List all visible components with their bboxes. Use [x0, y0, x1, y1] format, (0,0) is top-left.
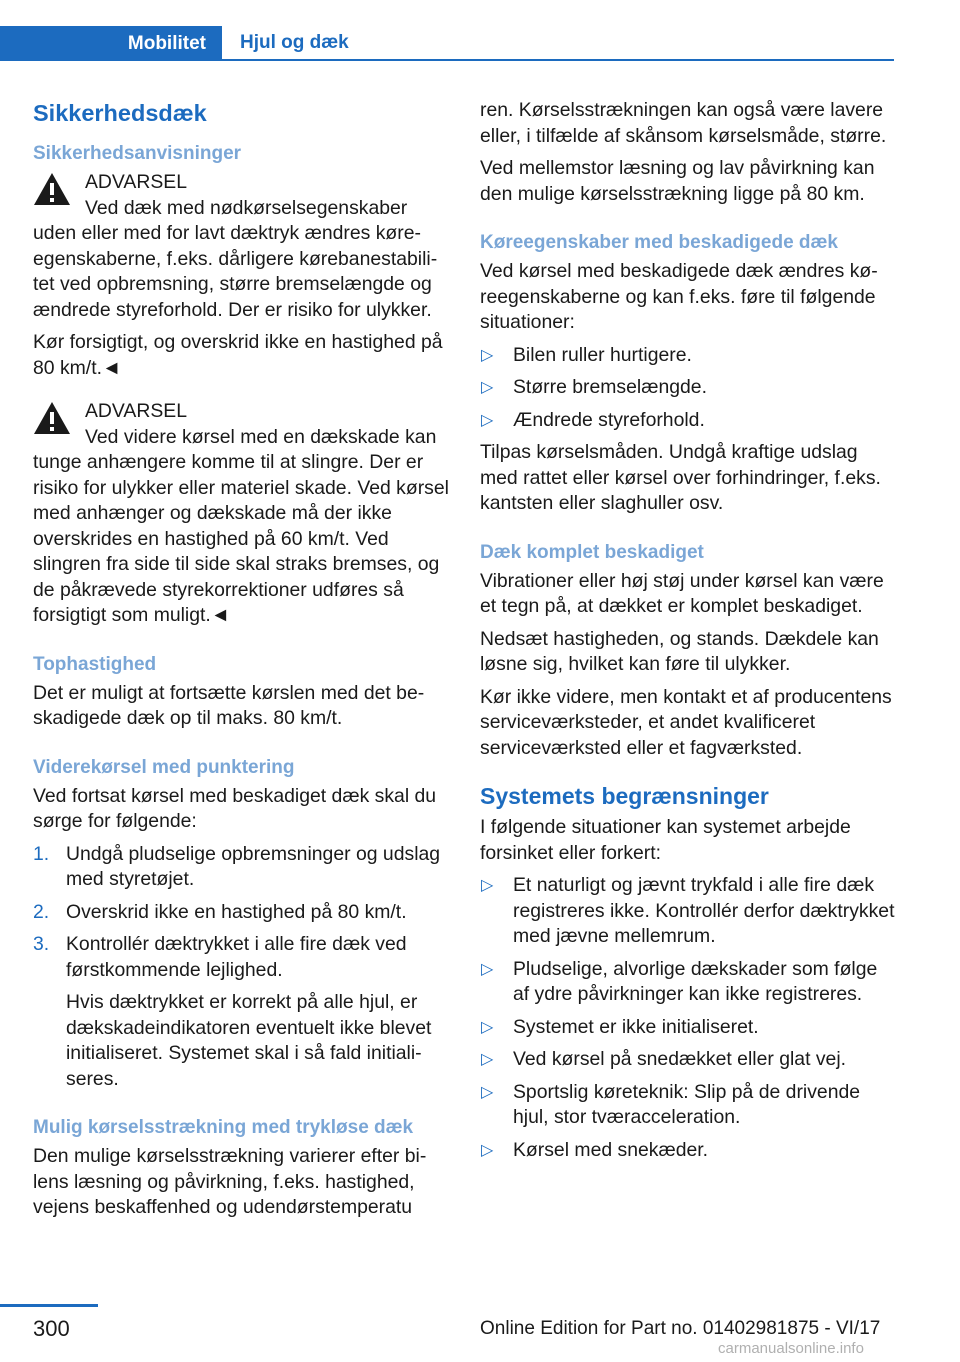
list-item: [480, 375, 896, 401]
list-text: Ved kørsel på snedækket eller glat vej.: [513, 1048, 847, 1070]
tab-hjul-og-daek[interactable]: Hjul og dæk: [222, 26, 894, 61]
list-text: Kørsel med snekæder.: [513, 1138, 709, 1161]
triangle-right-icon: ▷: [481, 411, 494, 429]
page-number: 300: [33, 1316, 70, 1341]
triangle-right-icon: ▷: [481, 379, 494, 396]
header: [0, 0, 960, 62]
right-column: [480, 98, 896, 1170]
warning-text: Ved videre kørsel med en dækskade kan tunge anhængere komme til at slingre. Der er risiko for ulykker eller materiel skade. Ved kørsel med anhænger og dækskade må der ikke overskrides en hastighed på 60 km/t. Ved slingren fra side til side skal straks bremses, og de påkrævede styrekorrektioner udføres så forsigtigt som muligt.◄: [33, 425, 449, 626]
triangle-right-icon: ▷: [481, 1051, 494, 1068]
list-item: [480, 957, 896, 1008]
puncture-list: [33, 842, 449, 1093]
list-text: Sportslig køreteknik: Slip på de drivende hjul, stor tværacceleration.: [513, 1080, 861, 1128]
range-heading: Mulig kørselsstrækning med trykløse dæk: [33, 1117, 414, 1138]
damaged-text-2: Nedsæt hastigheden, og stands. Dækdele kan løsne sig, hvilket kan føre til ulykker.: [480, 627, 879, 675]
list-text: Pludselige, alvorlige dækskader som følge af ydre påvirkninger kan ikke registreres.: [513, 957, 878, 1005]
warning-title: ADVARSEL: [85, 400, 188, 422]
triangle-right-icon: ▷: [481, 1141, 494, 1159]
range-text: Den mulige kørselsstrækning varierer efter bilens læsning og påvirkning, f.eks. hastighed, vejens beskaffenhed og udendørstemperatu: [33, 1145, 427, 1218]
top-speed-text: Det er muligt at fortsætte kørslen med det beskadigede dæk op til maks. 80 km/t.: [33, 681, 425, 729]
warning-block-1: [33, 170, 449, 323]
warning-text-2: Kør forsigtigt, og overskrid ikke en hastighed på 80 km/t.◄: [33, 331, 443, 379]
list-item: [33, 900, 449, 926]
damaged-text-1: Vibrationer eller høj støj under kørsel kan være et tegn på, at dækket er komplet beskadiget.: [480, 569, 884, 617]
list-item: [480, 408, 896, 434]
warning-text: Ved dæk med nødkørselsegenskaber uden eller med for lavt dæktryk ændres køreegenskaberne, f.eks. dårligere kørebanestabilitet ved opbremsning, større bremselængde og ændrede styreforhold. Der er risiko for ulykker.: [33, 196, 438, 321]
list-text: Systemet er ikke initialiseret.: [513, 1015, 759, 1038]
list-text: Overskrid ikke en hastighed på 80 km/t.: [66, 900, 407, 923]
triangle-right-icon: ▷: [481, 346, 494, 364]
footer-rule: [0, 1304, 98, 1307]
limits-heading: Systemets begrænsninger: [480, 783, 769, 809]
left-column: [33, 98, 449, 1228]
handling-list: [480, 343, 896, 434]
handling-heading: Køreegenskaber med beskadigede dæk: [480, 232, 838, 253]
list-text: Undgå pludselige opbremsninger og udslag med styretøjet.: [66, 842, 441, 890]
warning-block-2: [33, 399, 449, 629]
handling-text-2: Tilpas kørselsmåden. Undgå kraftige udslag med rattet eller kørsel over forhindringer, f.eks. kantsten eller slaghuller osv.: [480, 441, 881, 514]
triangle-right-icon: ▷: [481, 1083, 494, 1101]
damaged-heading: Dæk komplet beskadiget: [480, 541, 704, 563]
list-number: 3.: [33, 933, 50, 955]
triangle-right-icon: ▷: [481, 1018, 494, 1036]
list-item: [480, 1138, 896, 1164]
list-number: 2.: [33, 900, 50, 923]
watermark: carmanualsonline.info: [718, 1340, 864, 1357]
list-item: [480, 873, 896, 950]
list-text: Ændrede styreforhold.: [513, 408, 705, 431]
tab-mobilitet[interactable]: Mobilitet: [0, 26, 222, 61]
list-item: [33, 842, 449, 893]
warning-title: ADVARSEL: [85, 171, 188, 193]
limits-text: I følgende situationer kan systemet arbejde forsinket eller forkert:: [480, 816, 851, 864]
range-text-2: Ved mellemstor læsning og lav påvirkning kan den mulige kørselsstrækning ligge på 80 km.: [480, 157, 875, 205]
warning-triangle-icon: [33, 172, 71, 206]
limits-list: [480, 873, 896, 1163]
list-number: 1.: [33, 842, 50, 865]
list-text: Bilen ruller hurtigere.: [513, 343, 692, 366]
list-text: Større bremselængde.: [513, 376, 707, 398]
triangle-right-icon: ▷: [481, 960, 494, 978]
list-subtext: Hvis dæktrykket er korrekt på alle hjul, er dækskadeindikatoren eventuelt ikke blevet initialiseret. Systemet skal i så fald initialiseres.: [66, 991, 432, 1090]
list-item: [480, 1015, 896, 1041]
puncture-heading: Viderekørsel med punktering: [33, 756, 295, 778]
safety-heading: Sikkerhedsanvisninger: [33, 143, 242, 164]
handling-text: Ved kørsel med beskadigede dæk ændres køreegenskaberne og kan f.eks. føre til følgende situationer:: [480, 260, 878, 333]
puncture-text: Ved fortsat kørsel med beskadiget dæk skal du sørge for følgende:: [33, 784, 437, 832]
list-text: Kontrollér dæktrykket i alle fire dæk ved førstkommende lejlighed.: [66, 933, 407, 981]
warning-triangle-icon: [33, 401, 71, 435]
list-item: [480, 343, 896, 369]
section-title: Sikkerhedsdæk: [33, 100, 207, 126]
triangle-right-icon: ▷: [481, 877, 494, 894]
list-item: [33, 932, 449, 1092]
list-item: [480, 1047, 896, 1073]
top-speed-heading: Tophastighed: [33, 653, 157, 675]
edition-note: Online Edition for Part no. 01402981875 - VI/17: [480, 1318, 881, 1339]
damaged-text-3: Kør ikke videre, men kontakt et af producentens serviceværksteder, et andet kvalificeret serviceværksted eller et fagværksted.: [480, 685, 892, 759]
list-item: [480, 1080, 896, 1131]
list-text: Et naturligt og jævnt trykfald i alle fire dæk registreres ikke. Kontrollér derfor dæktrykket med jævne mellemrum.: [513, 874, 895, 947]
range-text-continued: ren. Kørselsstrækningen kan også være lavere eller, i tilfælde af skånsom kørselsmåde, større.: [480, 99, 887, 147]
